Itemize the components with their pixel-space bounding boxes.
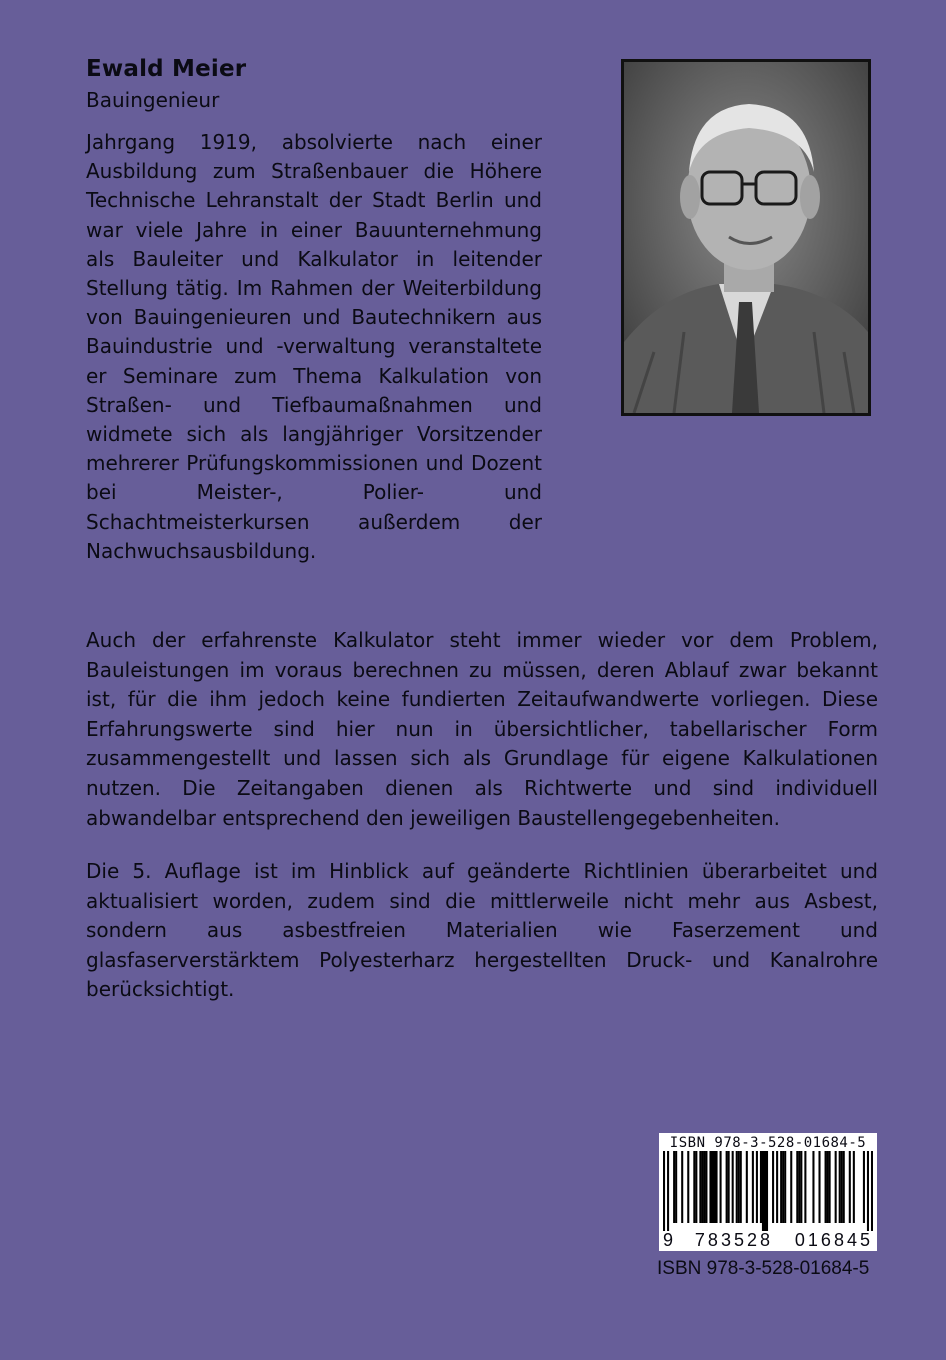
barcode-bar [841, 1151, 843, 1223]
barcode-bar [663, 1151, 665, 1231]
barcode-bars [663, 1151, 873, 1231]
barcode-bar [728, 1151, 730, 1223]
author-role: Bauingenieur [86, 88, 220, 112]
barcode-bar [705, 1151, 707, 1223]
barcode-bar [827, 1151, 829, 1223]
author-bio: Jahrgang 1919, absolvierte nach einer Ausbildung zum Straßenbauer die Höhere Technische Lehranstalt der Stadt Berlin und war viele Jahre in einer Bauunternehmung als Bauleiter und Kalkulator in leitender Stellung tätig. Im Rahmen der Weiterbildung von Bauingenieuren und Bautechnikern aus Bauindustrie und -verwaltung veranstaltete er Seminare zum Thema Kalkulation von Straßen- und Tiefbaumaßnahmen und widmete sich als langjähriger Vorsitzender mehrerer Prüfungskommissionen und Dozent bei Meister-, Polier- und Schachtmeisterkursen außerdem der Nachwuchsausbildung. [86, 130, 542, 563]
barcode-bar [829, 1151, 831, 1223]
barcode-bar [804, 1151, 806, 1223]
barcode-bar [776, 1151, 778, 1223]
barcode-bar [839, 1151, 841, 1223]
barcode-bar [693, 1151, 695, 1223]
barcode-bar [673, 1151, 675, 1223]
isbn-barcode [659, 1133, 877, 1251]
author-name: Ewald Meier [86, 56, 247, 82]
barcode-bar [812, 1151, 814, 1223]
ean-digits [663, 1231, 873, 1249]
barcode-bar [738, 1151, 740, 1223]
barcode-bar [756, 1151, 758, 1223]
barcode-bar [818, 1151, 820, 1223]
barcode-bar [800, 1151, 802, 1223]
barcode-bar [740, 1151, 742, 1223]
barcode-bar [825, 1151, 827, 1223]
barcode-bar [760, 1151, 762, 1223]
barcode-bar [784, 1151, 786, 1223]
barcode-bar [711, 1151, 713, 1223]
isbn-bottom-label: ISBN 978-3-528-01684-5 [657, 1258, 870, 1279]
barcode-bar [867, 1151, 869, 1231]
barcode-bar [703, 1151, 705, 1223]
barcode-bar [752, 1151, 754, 1223]
barcode-bar [667, 1151, 669, 1231]
barcode-bar [790, 1151, 792, 1223]
ean-right-group: 016845 [794, 1230, 873, 1250]
barcode-bar [687, 1151, 689, 1223]
description-paragraph-2: Die 5. Auflage ist im Hinblick auf geänderte Richtlinien überarbeitet und aktualisiert worden, zudem sind die mittlerweile nicht mehr aus Asbest, sondern aus asbestfreien Materialien wie Faserzement und glasfaserverstärktem Polyesterharz hergestellten Druck- und Kanalrohre berücksichtigt. [86, 859, 878, 1002]
barcode-bar [736, 1151, 738, 1223]
barcode-bar [746, 1151, 748, 1223]
barcode-bar [766, 1151, 768, 1231]
description-paragraph-1: Auch der erfahrenste Kalkulator steht immer wieder vor dem Problem, Bauleistungen im voraus berechnen zu müssen, deren Ablauf zwar bekannt ist, für die ihm jedoch keine fundierten Zeitaufwandwerte vorliegen. Diese Erfahrungswerte sind hier nun in übersichtlicher, tabellarischer Form zusammengestellt und lassen sich als Grundlage für eigene Kalkulationen nutzen. Die Zeitangaben dienen als Richtwerte und sind individuell abwandelbar entsprechend den jeweiligen Baustellengegebenheiten. [86, 628, 878, 830]
barcode-bar [732, 1151, 734, 1223]
barcode-bar [780, 1151, 782, 1223]
ean-first-digit: 9 [663, 1230, 674, 1250]
barcode-bar [709, 1151, 711, 1223]
barcode-bar [849, 1151, 851, 1223]
barcode-bar [675, 1151, 677, 1223]
barcode-bar [695, 1151, 697, 1223]
isbn-top-label: ISBN 978-3-528-01684-5 [669, 1135, 867, 1151]
barcode-bar [713, 1151, 715, 1223]
barcode-bar [782, 1151, 784, 1223]
barcode-bar [764, 1151, 766, 1231]
barcode-bar [720, 1151, 722, 1223]
barcode-bar [762, 1151, 764, 1231]
barcode-bar [716, 1151, 718, 1223]
barcode-bar [772, 1151, 774, 1223]
barcode-bar [796, 1151, 798, 1223]
barcode-bar [701, 1151, 703, 1223]
barcode-bar [853, 1151, 855, 1223]
barcode-bar [871, 1151, 873, 1231]
barcode-bar [863, 1151, 865, 1223]
barcode-bar [835, 1151, 837, 1223]
barcode-bar [798, 1151, 800, 1223]
barcode-bar [726, 1151, 728, 1223]
barcode-bar [843, 1151, 845, 1223]
author-photo [621, 59, 871, 416]
barcode-bar [699, 1151, 701, 1223]
ean-left-group: 783528 [694, 1230, 773, 1250]
barcode-bar [681, 1151, 683, 1223]
